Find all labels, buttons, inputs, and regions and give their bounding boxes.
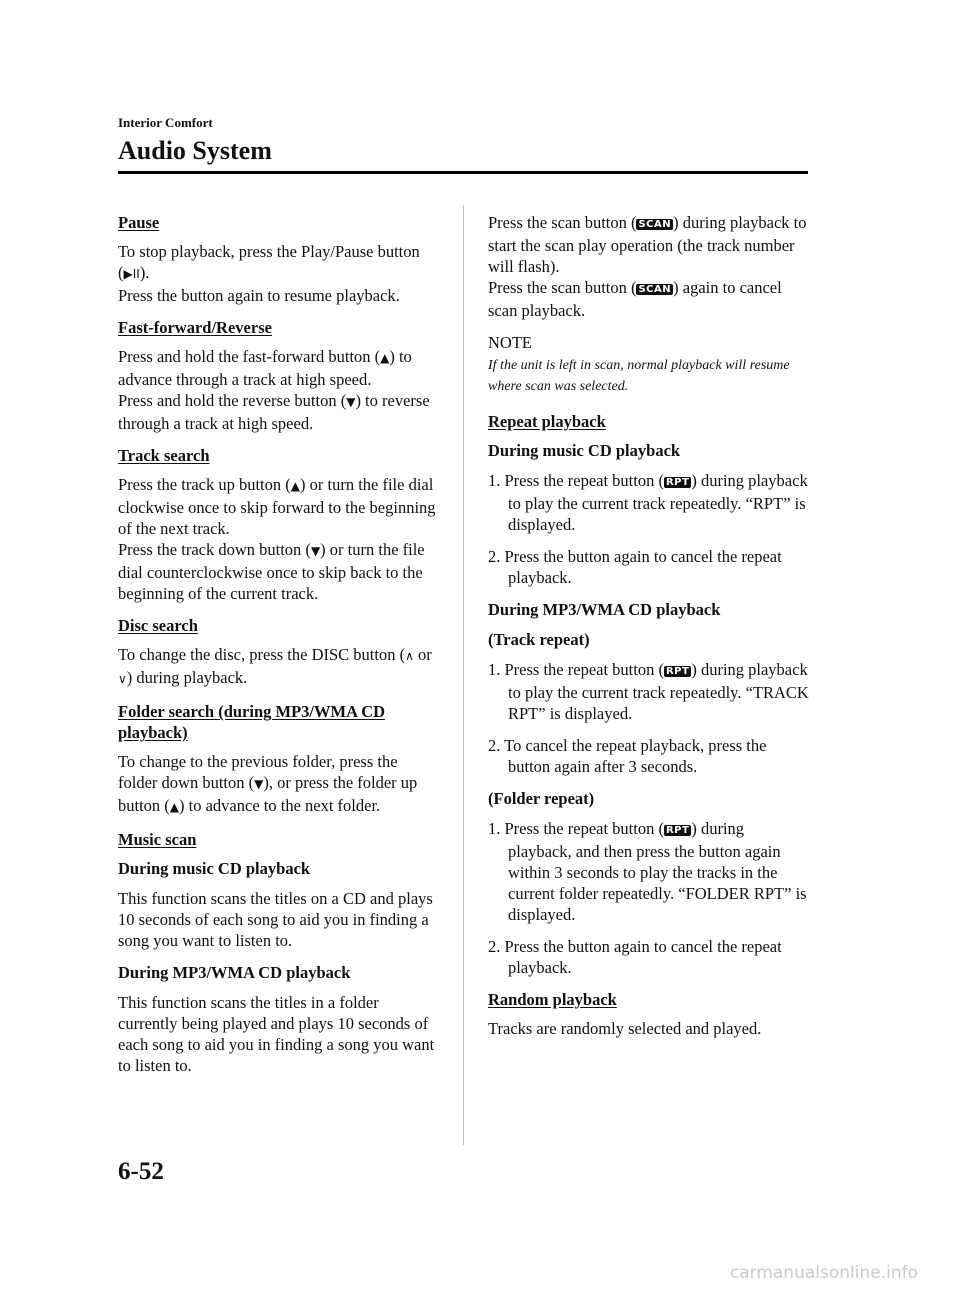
- right-column: [488, 212, 810, 1050]
- list-item: 1. Press the repeat button ( RPT ) during playback to play the current track repeatedly. “RPT” is displayed.: [488, 471, 808, 534]
- disc-paragraph: To change the disc, press the DISC button (∧ or ∨) during playback.: [118, 645, 432, 687]
- header-rule: [118, 171, 808, 174]
- pause-paragraph: To stop playback, press the Play/Pause button (▶II). Press the button again to resume playback.: [118, 242, 420, 305]
- heading-folder-search: Folder search (during MP3/WMA CD playback): [118, 702, 386, 742]
- track-paragraph: Press the track up button (▲) or turn the file dial clockwise once to skip forward to the beginning of the next track. Press the track down button (▼) or turn the file dial counterclockwise once to skip back to the beginning of the current track.: [118, 475, 436, 603]
- up-triangle-icon: ▲: [380, 351, 390, 365]
- repeat-icon: RPT: [665, 825, 690, 836]
- heading-random-playback: Random playback: [488, 990, 617, 1009]
- folder-repeat-label: (Folder repeat): [488, 789, 595, 808]
- subheading-mp3-playback: During MP3/WMA CD playback: [118, 963, 351, 982]
- heading-pause: Pause: [118, 213, 160, 232]
- heading-track-search: Track search: [118, 446, 210, 465]
- repeat-icon: RPT: [665, 477, 690, 488]
- column-divider: [463, 205, 464, 1145]
- folder-repeat-steps: [488, 818, 810, 978]
- play-pause-icon: ▶II: [123, 267, 140, 281]
- scan-cd-paragraph: This function scans the titles on a CD and plays 10 seconds of each song to aid you in finding a song you want to listen to.: [118, 889, 433, 950]
- page-header: [118, 114, 808, 168]
- repeat-icon: RPT: [665, 666, 690, 677]
- list-item: 2. Press the button again to cancel the repeat playback.: [488, 937, 782, 977]
- scan-button-paragraph: Press the scan button ( SCAN ) during playback to start the scan play operation (the track number will flash). Press the scan button ( SCAN ) again to cancel scan playback.: [488, 213, 807, 320]
- chevron-up-icon: ∧: [405, 649, 414, 663]
- down-triangle-icon: ▼: [310, 544, 321, 558]
- track-repeat-steps: [488, 659, 810, 777]
- scan-icon: SCAN: [638, 219, 672, 230]
- list-item: 2. Press the button again to cancel the repeat playback.: [488, 547, 782, 587]
- scan-icon: SCAN: [638, 284, 672, 295]
- watermark: carmanualsonline.info: [729, 1263, 918, 1283]
- heading-music-scan: Music scan: [118, 830, 197, 849]
- down-triangle-icon: ▼: [346, 395, 356, 409]
- chapter-title: Audio System: [118, 136, 272, 165]
- random-paragraph: Tracks are randomly selected and played.: [488, 1019, 762, 1038]
- subheading-cd-playback: During music CD playback: [118, 859, 311, 878]
- ff-paragraph: Press and hold the fast-forward button (▲) to advance through a track at high speed. Press and hold the reverse button (▼) to reverse through a track at high speed.: [118, 347, 430, 433]
- folder-paragraph: To change to the previous folder, press the folder down button (▼), or press the folder up button (▲) to advance to the next folder.: [118, 752, 418, 815]
- heading-repeat-playback: Repeat playback: [488, 412, 606, 431]
- up-triangle-icon: ▲: [169, 800, 180, 814]
- chevron-down-icon: ∨: [118, 672, 127, 686]
- note-label: NOTE: [488, 333, 532, 352]
- up-triangle-icon: ▲: [290, 479, 300, 493]
- list-item: 1. Press the repeat button ( RPT ) during playback to play the current track repeatedly. “TRACK RPT” is displayed.: [488, 660, 809, 723]
- down-triangle-icon: ▼: [254, 777, 264, 791]
- scan-mp3-paragraph: This function scans the titles in a folder currently being played and plays 10 seconds of each song to aid you in finding a song you want to listen to.: [118, 993, 435, 1075]
- heading-fast-forward: Fast-forward/Reverse: [118, 318, 272, 337]
- list-item: 1. Press the repeat button ( RPT ) during playback, and then press the button again within 3 seconds to play the tracks in the current folder repeatedly. “FOLDER RPT” is displayed.: [488, 819, 807, 924]
- heading-disc-search: Disc search: [118, 616, 198, 635]
- list-item: 2. To cancel the repeat playback, press the button again after 3 seconds.: [488, 736, 767, 776]
- note-text: If the unit is left in scan, normal playback will resume where scan was selected.: [488, 358, 790, 394]
- left-column: [118, 212, 440, 1087]
- section-label: Interior Comfort: [118, 115, 213, 130]
- page-number: 6-52: [118, 1158, 164, 1185]
- cd-repeat-steps: [488, 470, 810, 588]
- track-repeat-label: (Track repeat): [488, 630, 590, 649]
- subheading-cd-playback: During music CD playback: [488, 441, 681, 460]
- subheading-mp3-playback: During MP3/WMA CD playback: [488, 600, 721, 619]
